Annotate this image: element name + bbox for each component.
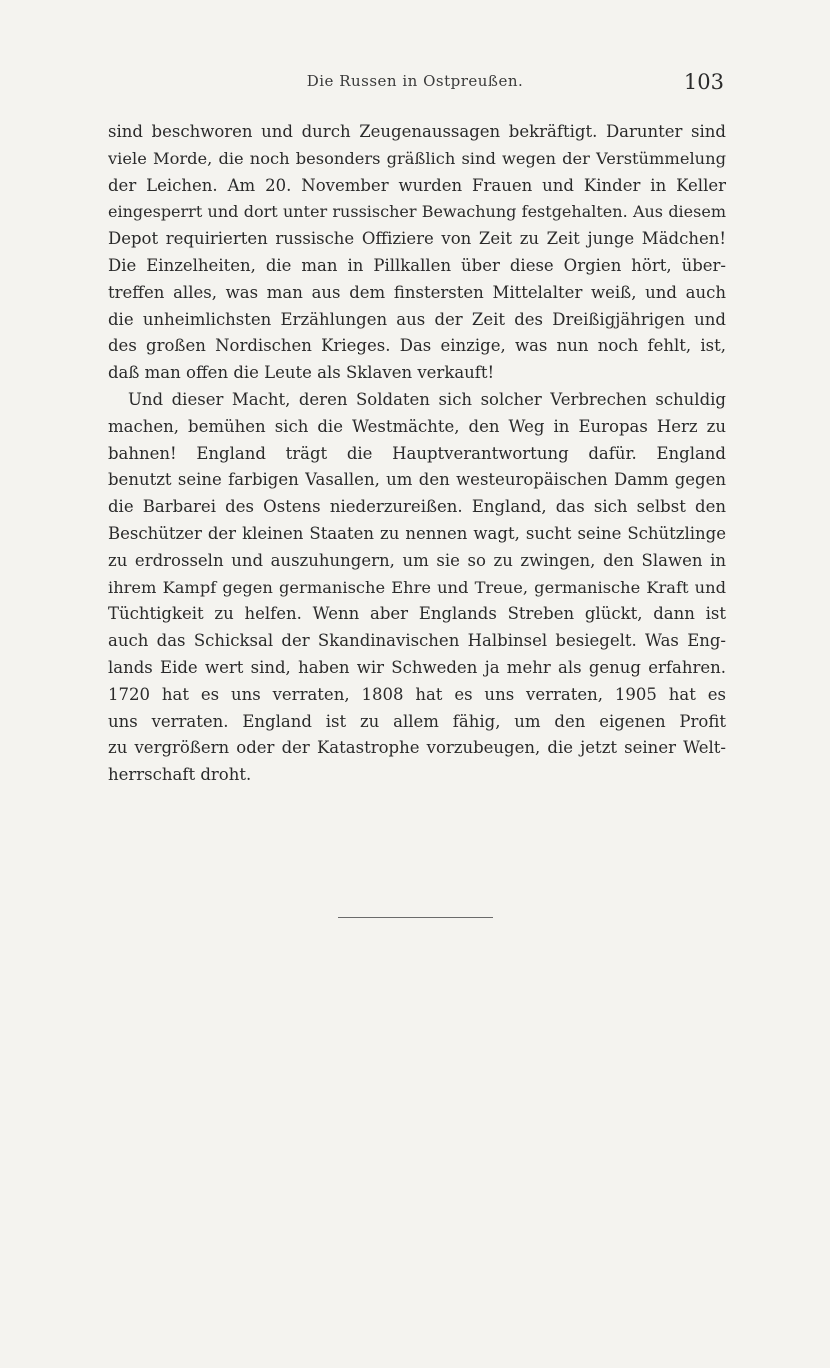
- text-line: zu vergrößern oder der Katastrophe vorzubeugen, die jetzt seiner Welt-: [108, 738, 726, 758]
- text-line: des großen Nordischen Krieges. Das einzige, was nun noch fehlt, ist,: [108, 336, 726, 356]
- text-line: lands Eide wert sind, haben wir Schweden ja mehr als genug erfahren.: [108, 657, 726, 677]
- text-line: treffen alles, was man aus dem finstersten Mittelalter weiß, und auch: [108, 282, 726, 302]
- text-line: Depot requirierten russische Offiziere von Zeit zu Zeit junge Mädchen!: [108, 229, 726, 249]
- text-line: ihrem Kampf gegen germanische Ehre und Treue, germanische Kraft und: [108, 577, 726, 597]
- text-line: der Leichen. Am 20. November wurden Frauen und Kinder in Keller: [108, 175, 726, 195]
- text-line: auch das Schicksal der Skandinavischen Halbinsel besiegelt. Was Eng-: [108, 631, 726, 651]
- text-line: zu erdrosseln und auszuhungern, um sie so zu zwingen, den Slawen in: [108, 550, 726, 570]
- footer-divider: [338, 917, 493, 918]
- text-line: machen, bemühen sich die Westmächte, den Weg in Europas Herz zu: [108, 416, 726, 436]
- page-number: 103: [683, 70, 724, 94]
- text-line: herrschaft droht.: [108, 765, 252, 785]
- text-line: Beschützer der kleinen Staaten zu nennen wagt, sucht seine Schützlinge: [108, 523, 726, 543]
- text-line: Tüchtigkeit zu helfen. Wenn aber Englands Streben glückt, dann ist: [108, 604, 726, 624]
- text-line: viele Morde, die noch besonders gräßlich sind wegen der Verstümmelung: [108, 148, 726, 168]
- body-text: [108, 119, 726, 789]
- text-line: Die Einzelheiten, die man in Pillkallen über diese Orgien hört, über-: [108, 255, 726, 275]
- text-line: Und dieser Macht, deren Soldaten sich solcher Verbrechen schuldig: [128, 389, 726, 409]
- text-line: sind beschworen und durch Zeugenaussagen bekräftigt. Darunter sind: [108, 122, 726, 141]
- running-header: [0, 70, 830, 100]
- text-line: die Barbarei des Ostens niederzureißen. England, das sich selbst den: [108, 497, 726, 517]
- text-line: eingesperrt und dort unter russischer Bewachung festgehalten. Aus diesem: [108, 202, 726, 222]
- text-line: die unheimlichsten Erzählungen aus der Zeit des Dreißigjährigen und: [108, 309, 726, 329]
- running-title: Die Russen in Ostpreußen.: [306, 72, 524, 90]
- text-line: bahnen! England trägt die Hauptverantwortung dafür. England: [108, 443, 726, 463]
- text-line: daß man offen die Leute als Sklaven verkauft!: [108, 363, 495, 383]
- text-line: benutzt seine farbigen Vasallen, um den westeuropäischen Damm gegen: [108, 470, 726, 490]
- text-line: uns verraten. England ist zu allem fähig, um den eigenen Profit: [108, 711, 726, 731]
- text-line: 1720 hat es uns verraten, 1808 hat es uns verraten, 1905 hat es: [108, 684, 726, 704]
